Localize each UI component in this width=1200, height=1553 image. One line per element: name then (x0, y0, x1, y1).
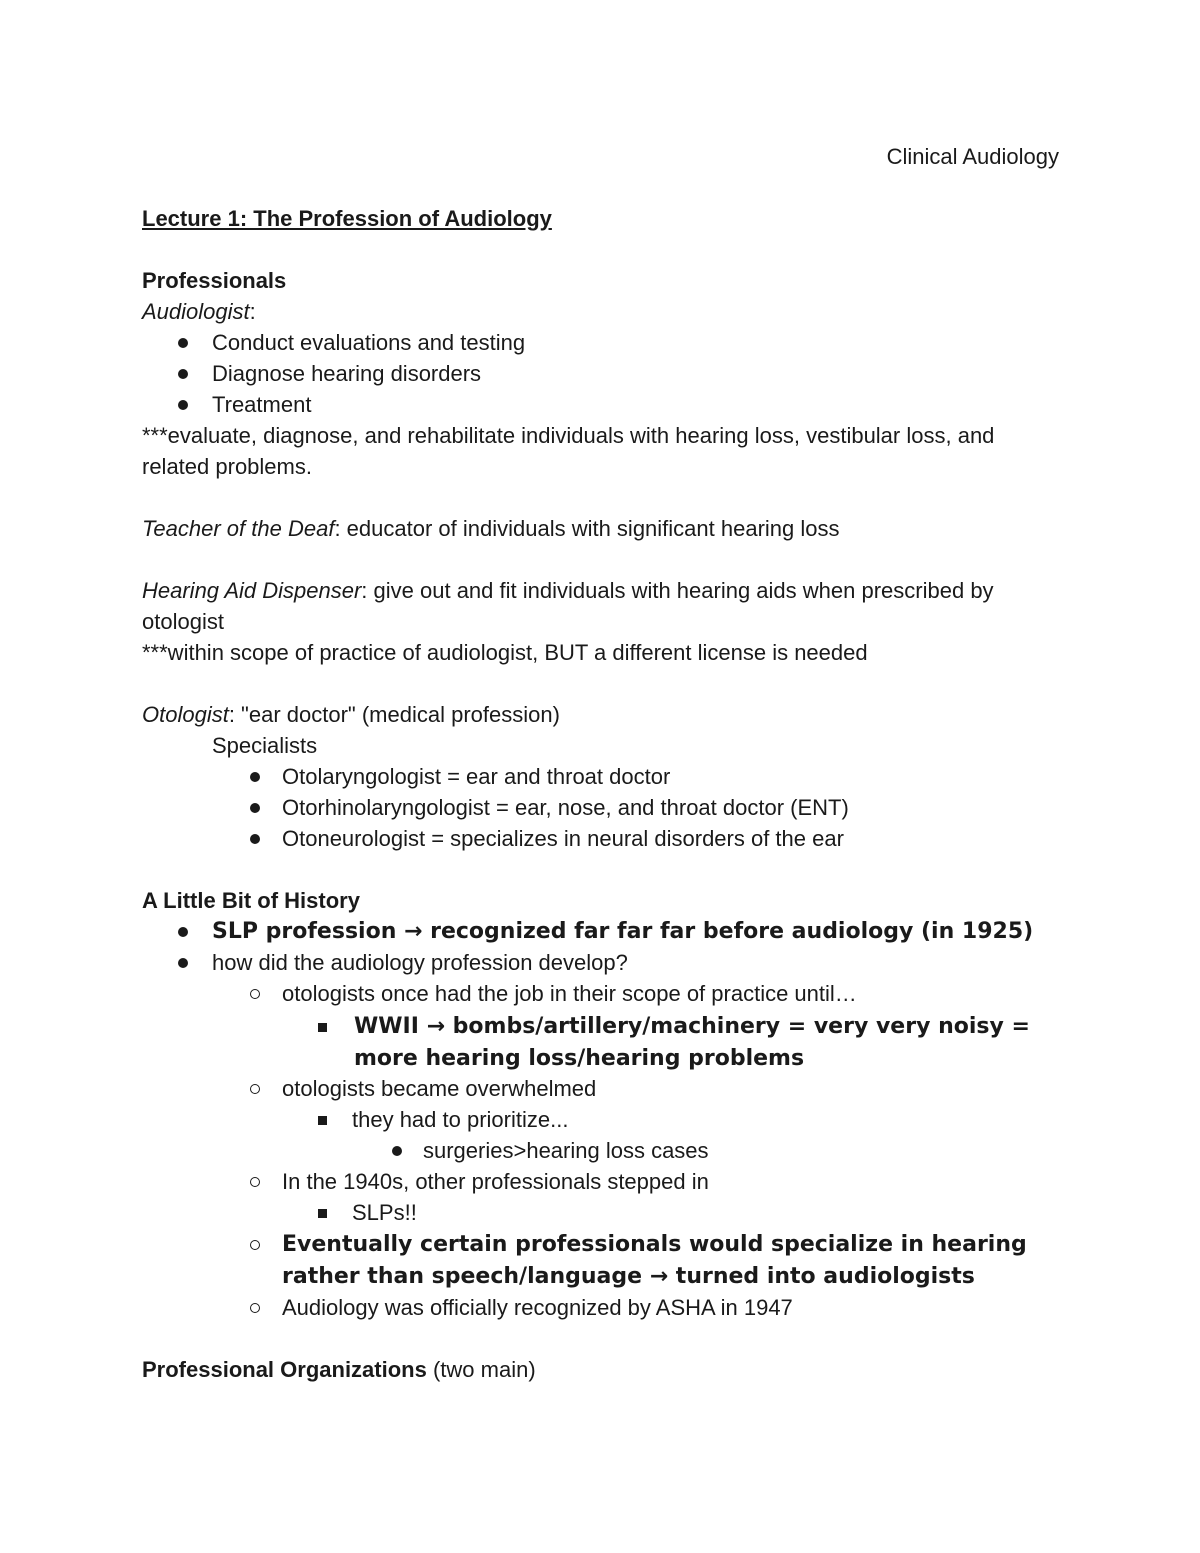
otologist-text: : "ear doctor" (medical profession) (228, 702, 560, 727)
bullet-dot-icon (250, 803, 260, 813)
bullet-dot-icon (178, 338, 188, 348)
bullet-dot-icon (178, 927, 188, 937)
bullet-square-icon (318, 1023, 327, 1032)
list-item-text: Otolaryngologist = ear and throat doctor (282, 764, 671, 789)
bullet-ring-icon (250, 1303, 260, 1313)
list-item-continuation (282, 1260, 975, 1291)
list-item-text: Treatment (212, 392, 312, 417)
list-item-text: Eventually certain professionals would specialize in hearing (282, 1232, 1027, 1257)
bullet-ring-icon (250, 1177, 260, 1187)
audiologist-definition (142, 296, 256, 327)
document-header: Clinical Audiology (886, 144, 1059, 169)
orgs-heading-suffix: (two main) (426, 1357, 536, 1382)
otologist-label: Otologist (142, 702, 229, 727)
otologist-definition (142, 699, 560, 730)
list-item-text: rather than speech/language → turned into audiologists (282, 1264, 975, 1289)
list-item-text: In the 1940s, other professionals stepped in (282, 1169, 709, 1194)
bullet-dot-icon (178, 369, 188, 379)
dispenser-definition (142, 575, 994, 606)
dispenser-label: Hearing Aid Dispenser (142, 578, 362, 603)
list-item-text: more hearing loss/hearing problems (354, 1046, 805, 1071)
list-item-continuation (354, 1042, 804, 1073)
bullet-dot-icon (250, 772, 260, 782)
list-item-text: WWII → bombs/artillery/machinery = very very noisy = (354, 1014, 1030, 1039)
teacher-text: : educator of individuals with significant hearing loss (334, 516, 840, 541)
section-heading-history: A Little Bit of History (142, 888, 360, 913)
list-item-text: Diagnose hearing disorders (212, 361, 482, 386)
audiologist-note-line1: ***evaluate, diagnose, and rehabilitate individuals with hearing loss, vestibular loss, and (142, 423, 995, 448)
list-item-text: Conduct evaluations and testing (212, 330, 526, 355)
bullet-ring-icon (250, 989, 260, 999)
bullet-square-icon (318, 1116, 327, 1125)
bullet-ring-icon (250, 1084, 260, 1094)
orgs-heading-text: Professional Organizations (142, 1357, 427, 1382)
bullet-dot-icon (392, 1146, 402, 1156)
teacher-definition (142, 513, 840, 544)
list-item-text: Audiology was officially recognized by ASHA in 1947 (282, 1295, 793, 1320)
section-heading-professionals: Professionals (142, 268, 287, 293)
dispenser-note: ***within scope of practice of audiologist, BUT a different license is needed (142, 640, 868, 665)
dispenser-text-line2: otologist (142, 609, 224, 634)
list-item-text: otologists once had the job in their scope of practice until… (282, 981, 857, 1006)
bullet-dot-icon (250, 834, 260, 844)
audiologist-note-line2: related problems. (142, 454, 312, 479)
list-item-text: Otorhinolaryngologist = ear, nose, and throat doctor (ENT) (282, 795, 849, 820)
list-item-text: they had to prioritize... (352, 1107, 569, 1132)
bullet-square-icon (318, 1209, 327, 1218)
lecture-title: Lecture 1: The Profession of Audiology (142, 206, 552, 231)
list-item-text: SLP profession → recognized far far far before audiology (in 1925) (212, 919, 1034, 944)
section-heading-orgs (142, 1354, 536, 1385)
bullet-dot-icon (178, 400, 188, 410)
dispenser-text: : give out and fit individuals with hearing aids when prescribed by (361, 578, 994, 603)
bullet-dot-icon (178, 958, 188, 968)
list-item-text: SLPs!! (352, 1200, 417, 1225)
list-item-text: surgeries>hearing loss cases (423, 1138, 709, 1163)
list-item-text: otologists became overwhelmed (282, 1076, 597, 1101)
list-item-text: how did the audiology profession develop? (212, 950, 628, 975)
bullet-ring-icon (250, 1240, 260, 1250)
audiologist-label: Audiologist (142, 299, 250, 324)
audiologist-colon: : (249, 299, 256, 324)
list-item-text: Otoneurologist = specializes in neural disorders of the ear (282, 826, 844, 851)
teacher-label: Teacher of the Deaf (142, 516, 335, 541)
specialists-label: Specialists (212, 733, 318, 758)
